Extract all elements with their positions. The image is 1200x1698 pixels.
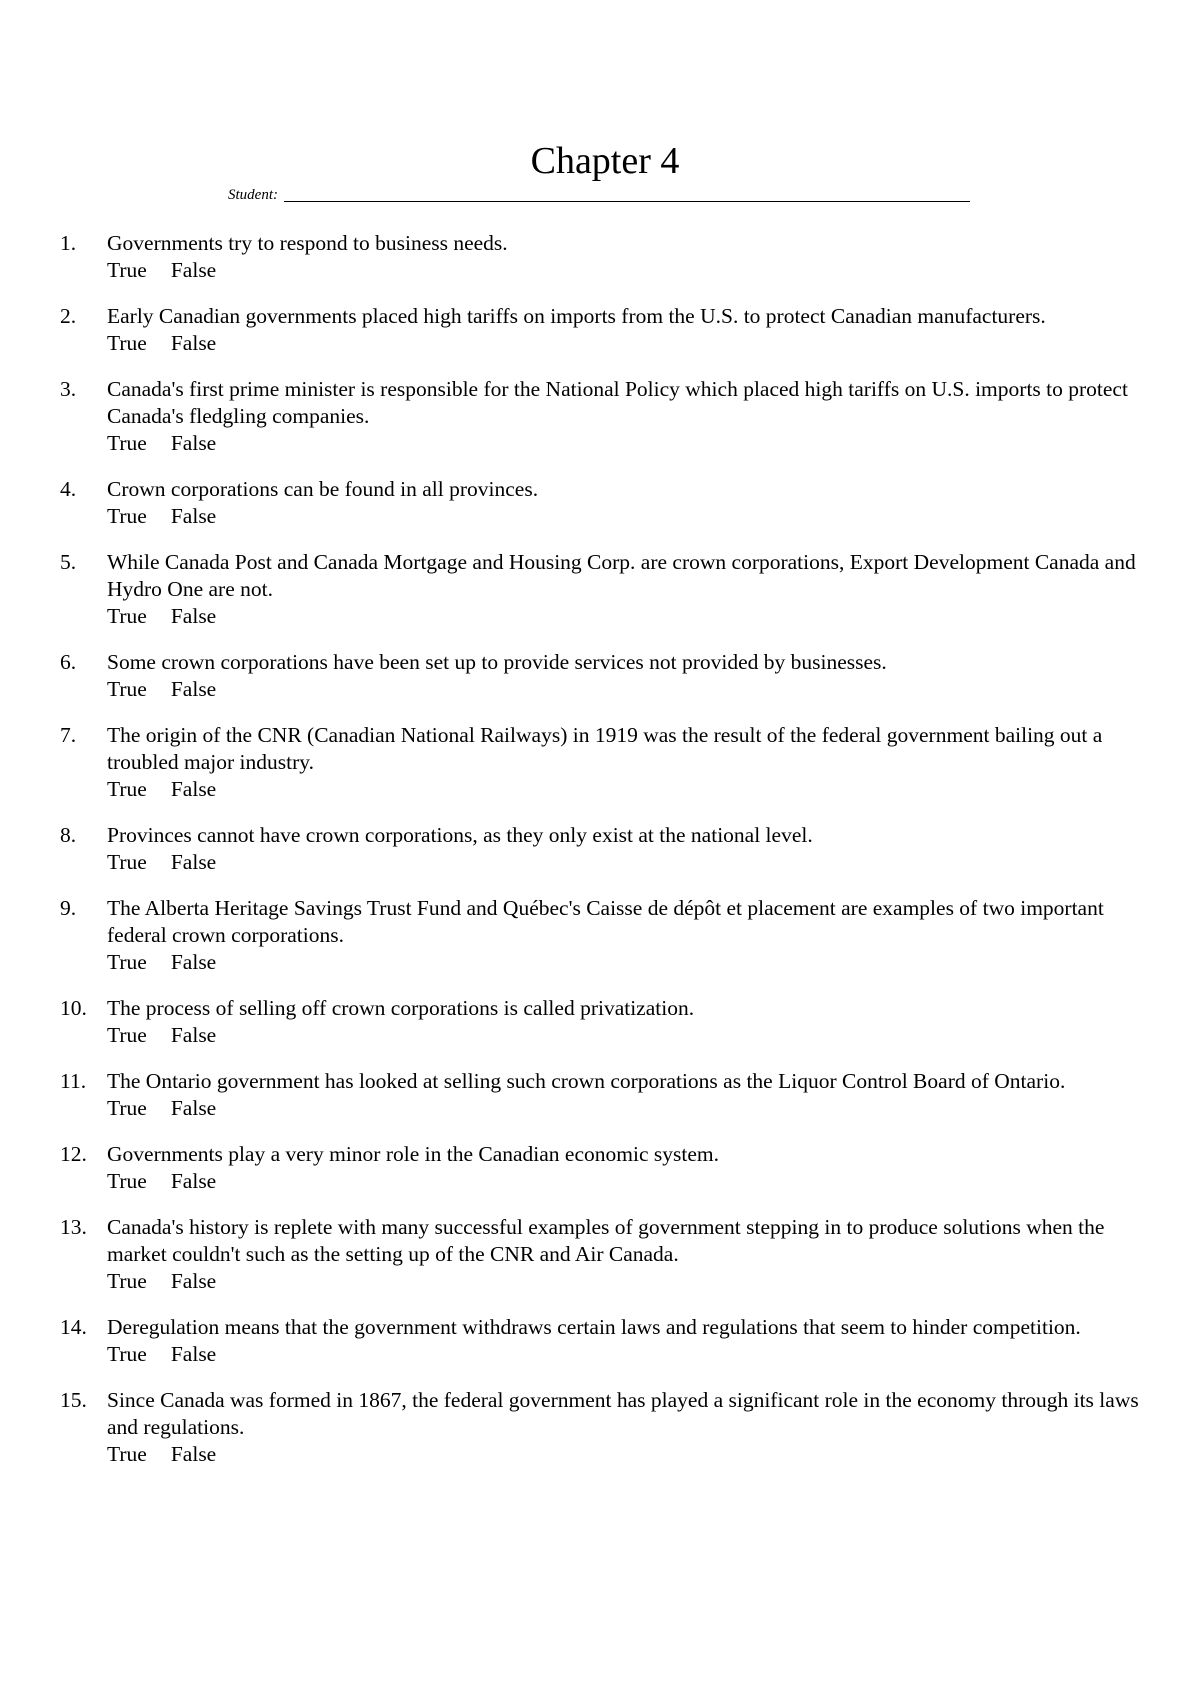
answer-option-true[interactable]: True	[107, 677, 147, 701]
question-text: The process of selling off crown corporations is called privatization.	[107, 996, 695, 1020]
answer-option-true[interactable]: True	[107, 1023, 147, 1047]
question-number: 10.	[60, 996, 87, 1020]
answer-option-false[interactable]: False	[170, 604, 217, 628]
question-item	[0, 1214, 1200, 1295]
question-text: The origin of the CNR (Canadian National Railways) in 1919 was the result of the federal government bailing out a troubled major industry.	[107, 723, 1103, 774]
question-text: While Canada Post and Canada Mortgage and Housing Corp. are crown corporations, Export Development Canada and Hydro One are not.	[107, 550, 1136, 601]
answer-option-true[interactable]: True	[107, 1269, 147, 1293]
answer-option-false[interactable]: False	[170, 504, 217, 528]
question-number: 15.	[60, 1388, 87, 1412]
answer-option-false[interactable]: False	[170, 1096, 217, 1120]
question-item	[0, 230, 1200, 284]
question-number: 8.	[60, 823, 77, 847]
question-text: Canada's first prime minister is responsible for the National Policy which placed high tariffs on U.S. imports to protect Canada's fledgling companies.	[107, 377, 1128, 428]
question-number: 11.	[60, 1069, 87, 1093]
answer-option-true[interactable]: True	[107, 950, 147, 974]
answer-options	[107, 330, 1160, 357]
question-item	[0, 303, 1200, 357]
answer-option-false[interactable]: False	[170, 1023, 217, 1047]
question-item	[0, 649, 1200, 703]
answer-options	[107, 1095, 1160, 1122]
answer-options	[107, 1168, 1160, 1195]
answer-options	[107, 849, 1160, 876]
question-item	[0, 895, 1200, 976]
answer-option-false[interactable]: False	[170, 258, 217, 282]
question-item	[0, 376, 1200, 457]
answer-options	[107, 1341, 1160, 1368]
question-item	[0, 1314, 1200, 1368]
question-number: 1.	[60, 231, 77, 255]
answer-option-true[interactable]: True	[107, 777, 147, 801]
answer-option-false[interactable]: False	[170, 677, 217, 701]
answer-option-true[interactable]: True	[107, 1169, 147, 1193]
question-text: Crown corporations can be found in all provinces.	[107, 477, 539, 501]
question-text: Deregulation means that the government withdraws certain laws and regulations that seem to hinder competition.	[107, 1315, 1081, 1339]
question-number: 14.	[60, 1315, 87, 1339]
answer-option-true[interactable]: True	[107, 258, 147, 282]
answer-option-false[interactable]: False	[170, 1342, 217, 1366]
question-number: 5.	[60, 550, 77, 574]
question-item	[0, 822, 1200, 876]
answer-option-true[interactable]: True	[107, 1442, 147, 1466]
answer-options	[107, 603, 1160, 630]
answer-option-false[interactable]: False	[170, 1269, 217, 1293]
answer-option-true[interactable]: True	[107, 331, 147, 355]
answer-option-true[interactable]: True	[107, 850, 147, 874]
question-number: 7.	[60, 723, 77, 747]
answer-options	[107, 776, 1160, 803]
answer-option-false[interactable]: False	[170, 850, 217, 874]
question-text: Since Canada was formed in 1867, the federal government has played a significant role in the economy through its laws and regulations.	[107, 1388, 1139, 1439]
answer-options	[107, 430, 1160, 457]
question-item	[0, 995, 1200, 1049]
answer-option-false[interactable]: False	[170, 1442, 217, 1466]
question-list	[0, 230, 1200, 1487]
question-item	[0, 549, 1200, 630]
question-text: Some crown corporations have been set up to provide services not provided by businesses.	[107, 650, 887, 674]
answer-option-false[interactable]: False	[170, 331, 217, 355]
answer-options	[107, 503, 1160, 530]
question-text: Provinces cannot have crown corporations, as they only exist at the national level.	[107, 823, 813, 847]
answer-options	[107, 676, 1160, 703]
page-title: Chapter 4	[530, 140, 680, 183]
answer-option-true[interactable]: True	[107, 604, 147, 628]
student-label: Student:	[228, 187, 278, 203]
question-number: 3.	[60, 377, 77, 401]
answer-options	[107, 1441, 1160, 1468]
question-number: 12.	[60, 1142, 87, 1166]
question-number: 6.	[60, 650, 77, 674]
answer-option-false[interactable]: False	[170, 1169, 217, 1193]
answer-option-false[interactable]: False	[170, 950, 217, 974]
question-item	[0, 1068, 1200, 1122]
answer-options	[107, 1268, 1160, 1295]
answer-options	[107, 257, 1160, 284]
answer-option-true[interactable]: True	[107, 504, 147, 528]
question-number: 2.	[60, 304, 77, 328]
question-item	[0, 722, 1200, 803]
answer-option-true[interactable]: True	[107, 1096, 147, 1120]
question-item	[0, 476, 1200, 530]
answer-option-true[interactable]: True	[107, 1342, 147, 1366]
answer-option-false[interactable]: False	[170, 431, 217, 455]
question-item	[0, 1141, 1200, 1195]
answer-option-false[interactable]: False	[170, 777, 217, 801]
question-text: The Ontario government has looked at selling such crown corporations as the Liquor Control Board of Ontario.	[107, 1069, 1066, 1093]
answer-options	[107, 1022, 1160, 1049]
question-text: Early Canadian governments placed high tariffs on imports from the U.S. to protect Canadian manufacturers.	[107, 304, 1046, 328]
question-text: The Alberta Heritage Savings Trust Fund and Québec's Caisse de dépôt et placement are examples of two important federal crown corporations.	[107, 896, 1104, 947]
question-item	[0, 1387, 1200, 1468]
question-text: Governments try to respond to business needs.	[107, 231, 508, 255]
answer-options	[107, 949, 1160, 976]
question-number: 9.	[60, 896, 77, 920]
student-name-line[interactable]	[284, 201, 970, 202]
student-field	[228, 186, 970, 204]
question-text: Governments play a very minor role in the Canadian economic system.	[107, 1142, 719, 1166]
answer-option-true[interactable]: True	[107, 431, 147, 455]
question-number: 4.	[60, 477, 77, 501]
question-number: 13.	[60, 1215, 87, 1239]
question-text: Canada's history is replete with many successful examples of government stepping in to produce solutions when the market couldn't such as the setting up of the CNR and Air Canada.	[107, 1215, 1105, 1266]
